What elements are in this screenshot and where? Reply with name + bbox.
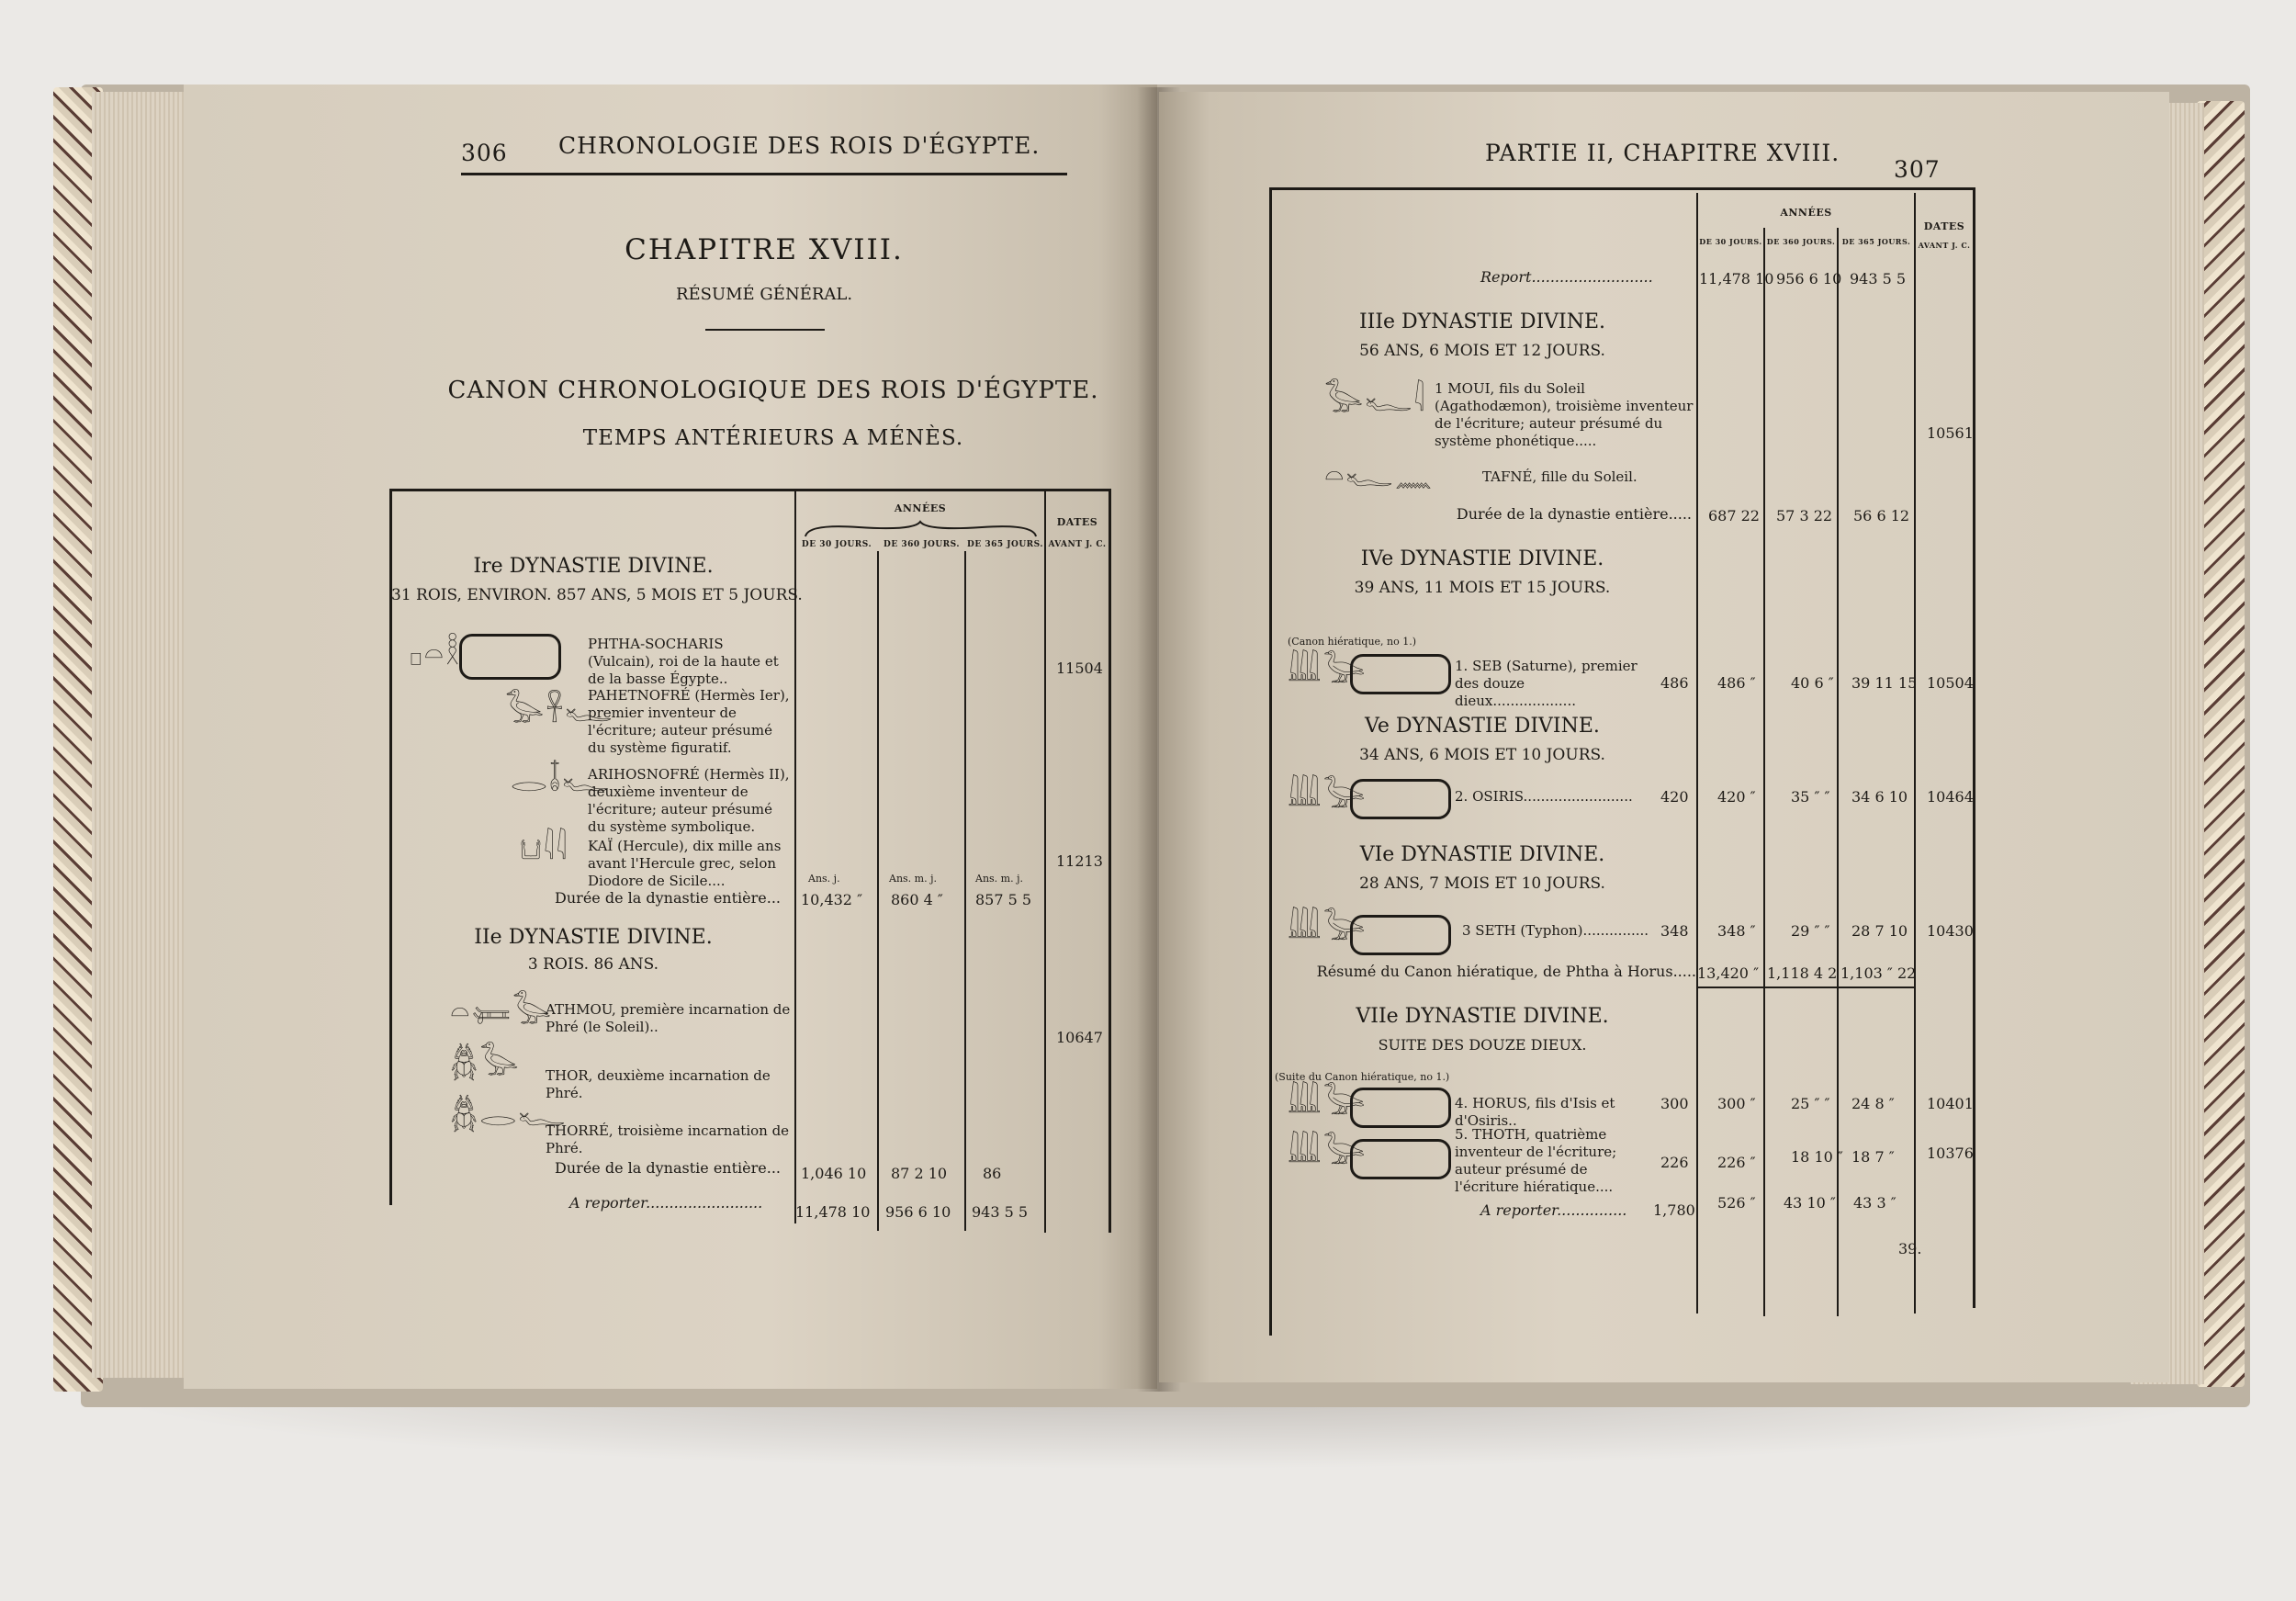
hieroglyph-thorre: 𓆣𓂋𓆑 [450,1097,568,1133]
horus-30: 300 ″ [1717,1095,1756,1112]
reporter-right-365: 43 3 ″ [1853,1194,1896,1212]
table-r-right-border [1973,187,1975,1308]
chapter-title: CHAPITRE XVIII. [625,233,904,266]
dynasty-4-title: IVe DYNASTIE DIVINE. [1360,547,1604,570]
running-title-right: PARTIE II, CHAPITRE XVIII. [1485,140,1840,166]
col-divider-3 [964,551,966,1231]
r-header-avant: AVANT J. C. [1918,241,1971,250]
dynasty-7-sub: SUITE DES DOUZE DIEUX. [1378,1036,1587,1054]
duree3-30: 687 22 [1708,507,1760,524]
osiris-365: 34 6 10 [1851,788,1908,806]
entry-seth: 3 SETH (Typhon)............... [1462,922,1649,939]
duree1-365: 857 5 5 [975,891,1032,908]
duree3-360: 57 3 22 [1776,507,1833,524]
dynasty-4-sub: 39 ANS, 11 MOIS ET 15 JOURS. [1354,579,1611,597]
header-dates: DATES [1056,516,1098,528]
hieroglyph-seth: 𓇏𓅬 [1288,909,1367,946]
r-header-annees: ANNÉES [1780,207,1832,219]
resume-360: 1,118 4 2 [1767,964,1838,982]
reporter-30: 11,478 10 [795,1203,871,1221]
r-header-dates: DATES [1923,220,1965,232]
date-11213: 11213 [1056,852,1103,870]
dynasty-3-sub: 56 ANS, 6 MOIS ET 12 JOURS. [1359,342,1605,360]
hieroglyph-osiris: 𓇏𓅬 [1288,777,1367,814]
dynasty-5-title: Ve DYNASTIE DIVINE. [1365,715,1600,738]
reporter-360: 956 6 10 [885,1203,951,1221]
duree2-365: 86 [983,1165,1002,1182]
entry-arihosnofre: ARIHOSNOFRÉ (Hermès II), deuxième inventeur de l'écriture; auteur présumé du système symbolique. [588,766,790,835]
cartouche-osiris [1350,779,1451,819]
dynasty-1-title: Ire DYNASTIE DIVINE. [473,555,714,578]
col-r-divider-2 [1763,228,1765,1316]
hieroglyph-thor: 𓆣𓅭 [450,1045,521,1082]
entry-kai: KAÏ (Hercule), dix mille ans avant l'Hercule grec, selon Diodore de Sicile.... [588,838,782,889]
cartouche-phtha [459,634,561,680]
dynasty-5-sub: 34 ANS, 6 MOIS ET 10 JOURS. [1359,746,1605,764]
report-360: 956 6 10 [1776,270,1842,288]
reporter-right-years: 1,780 [1653,1201,1695,1219]
duree2-30: 1,046 10 [801,1165,867,1182]
thoth-365: 18 7 ″ [1851,1148,1895,1166]
units-a: Ans. j. [808,873,840,885]
date-10561: 10561 [1927,424,1974,442]
seth-360: 29 ″ ″ [1791,922,1830,940]
seth-365: 28 7 10 [1851,922,1908,940]
dynasty-2-title: IIe DYNASTIE DIVINE. [474,926,713,949]
temps-anterieurs: TEMPS ANTÉRIEURS A MÉNÈS. [582,426,964,450]
date-10430: 10430 [1927,922,1974,940]
right-page [1159,92,2169,1382]
entry-moui: 1 MOUI, fils du Soleil (Agathodæmon), troisième inventeur de l'écriture; auteur présumé du système phonétique..... [1435,380,1694,449]
table-r-top-border [1269,187,1975,190]
col-r-divider-1 [1696,193,1698,1313]
entry-phtha-socharis: PHTHA-SOCHARIS (Vulcain), roi de la haute et de la basse Égypte.. [588,636,779,687]
horus-360: 25 ″ ″ [1791,1095,1830,1112]
seb-years: 486 [1660,674,1689,692]
horus-365: 24 8 ″ [1851,1095,1895,1112]
seth-years: 348 [1660,922,1689,940]
entry-thor: THOR, deuxième incarnation de Phré. [546,1067,771,1101]
col-divider-4 [1044,489,1046,1233]
table-right-border [1109,489,1111,1233]
horus-years: 300 [1660,1095,1689,1112]
osiris-years: 420 [1660,788,1689,806]
duree-label-1: Durée de la dynastie entière... [555,889,781,907]
date-11504: 11504 [1056,660,1103,677]
date-10504: 10504 [1927,674,1974,692]
r-header-360: DE 360 JOURS. [1766,237,1836,246]
a-reporter-label: A reporter......................... [569,1194,763,1212]
canon-hieratique-2: (Suite du Canon hiératique, no 1.) [1275,1071,1450,1083]
report-30: 11,478 10 [1699,270,1774,288]
dynasty-1-sub: 31 ROIS, ENVIRON. 857 ANS, 5 MOIS ET 5 JOURS. [391,586,803,604]
dynasty-6-title: VIe DYNASTIE DIVINE. [1359,843,1605,866]
date-10401: 10401 [1927,1095,1974,1112]
seb-365: 39 11 15 [1851,674,1918,692]
osiris-360: 35 ″ ″ [1791,788,1830,806]
resume-365: 1,103 ″ 22 [1840,964,1917,982]
hieroglyph-horus: 𓇏𓅬 [1288,1084,1367,1121]
dynasty-2-sub: 3 ROIS. 86 ANS. [527,955,659,974]
reporter-right-30: 526 ″ [1717,1194,1756,1212]
canon-hieratique-1: (Canon hiératique, no 1.) [1288,636,1417,648]
col-divider-2 [877,551,879,1231]
osiris-30: 420 ″ [1717,788,1756,806]
r-header-365: DE 365 JOURS. [1841,237,1911,246]
hieroglyph-kai: 𓂓𓇋𓇋 [520,830,569,867]
hieroglyph-athmou: 𓏏𓍃𓅭 [450,994,554,1031]
resume-underline [1697,987,1914,988]
resume-general: RÉSUMÉ GÉNÉRAL. [675,285,853,304]
duree-label-2: Durée de la dynastie entière... [555,1159,781,1177]
header-rule [461,173,1067,175]
page-number-left: 306 [461,140,508,166]
header-30: DE 30 JOURS. [801,540,872,549]
short-rule [705,329,825,331]
table-top-border [389,489,1110,491]
hieroglyph-moui: 𓅭𓆑𓇋 [1324,382,1427,419]
date-10464: 10464 [1927,788,1974,806]
cartouche-seb [1350,654,1451,694]
header-365: DE 365 JOURS. [967,540,1043,549]
entry-pahetnofre: PAHETNOFRÉ (Hermès Ier), premier inventeur de l'écriture; auteur présumé du système figuratif. [588,687,790,756]
duree2-360: 87 2 10 [891,1165,948,1182]
hieroglyph-pahetnofre: 𓅭𓋹𓆑 [505,693,614,729]
header-360: DE 360 JOURS. [884,540,960,549]
dynasty-7-title: VIIe DYNASTIE DIVINE. [1356,1005,1609,1028]
entry-osiris: 2. OSIRIS......................... [1455,788,1633,805]
resume-30: 13,420 ″ [1697,964,1760,982]
entry-tafne: TAFNÉ, fille du Soleil. [1482,468,1638,485]
hieroglyph-seb: 𓇏𓅬 [1288,652,1367,689]
entry-thorre: THORRÉ, troisième incarnation de Phré. [546,1122,790,1156]
entry-horus: 4. HORUS, fils d'Isis et d'Osiris.. [1455,1095,1615,1129]
date-10647: 10647 [1056,1029,1103,1046]
a-reporter-right-label: A reporter............... [1480,1201,1627,1219]
cartouche-seth [1350,915,1451,955]
dynasty-6-sub: 28 ANS, 7 MOIS ET 10 JOURS. [1359,874,1605,893]
header-avant: AVANT J. C. [1048,540,1107,549]
cartouche-horus [1350,1088,1451,1128]
duree3-365: 56 6 12 [1853,507,1910,524]
duree1-30: 10,432 ″ [801,891,863,908]
report-365: 943 5 5 [1850,270,1907,288]
dynasty-3-title: IIIe DYNASTIE DIVINE. [1358,310,1606,333]
thoth-360: 18 10 ″ [1791,1148,1843,1166]
duree1-360: 860 4 ″ [891,891,943,908]
hieroglyph-phtha: 𓊪𓏏𓎛 [410,636,462,672]
page-number-right: 307 [1894,156,1941,183]
cartouche-thoth [1350,1139,1451,1179]
hieroglyph-tafne: 𓏏𓆑𓈖 [1324,457,1435,494]
canon-title: CANON CHRONOLOGIQUE DES ROIS D'ÉGYPTE. [447,377,1099,404]
date-10376: 10376 [1927,1144,1974,1162]
reporter-365: 943 5 5 [972,1203,1029,1221]
signature-mark: 39. [1898,1240,1922,1257]
hieroglyph-thoth: 𓇏𓅬 [1288,1133,1367,1170]
seb-360: 40 6 ″ [1791,674,1834,692]
entry-athmou: ATHMOU, première incarnation de Phré (le Soleil).. [546,1001,791,1035]
r-header-30: DE 30 JOURS. [1699,237,1762,246]
resume-canon-label: Résumé du Canon hiératique, de Phtha à Horus..... [1316,963,1696,980]
seth-30: 348 ″ [1717,922,1756,940]
header-brace [804,520,1038,540]
units-b: Ans. m. j. [889,873,937,885]
seb-30: 486 ″ [1717,674,1756,692]
report-label: Report.......................... [1480,268,1653,286]
thoth-years: 226 [1660,1154,1689,1171]
units-c: Ans. m. j. [975,873,1023,885]
duree-label-3: Durée de la dynastie entière..... [1456,505,1692,523]
left-page [184,85,1157,1389]
entry-seb: 1. SEB (Saturne), premier des douze dieux................... [1455,658,1638,709]
header-annees: ANNÉES [894,502,947,514]
entry-thoth: 5. THOTH, quatrième inventeur de l'écriture; auteur présumé de l'écriture hiératique.... [1455,1126,1617,1195]
hieroglyph-arihosnofre: 𓂋𓄤𓆑 [511,762,612,799]
col-r-divider-4 [1914,193,1916,1313]
reporter-right-360: 43 10 ″ [1784,1194,1836,1212]
running-title-left: CHRONOLOGIE DES ROIS D'ÉGYPTE. [558,132,1041,159]
thoth-30: 226 ″ [1717,1154,1756,1171]
